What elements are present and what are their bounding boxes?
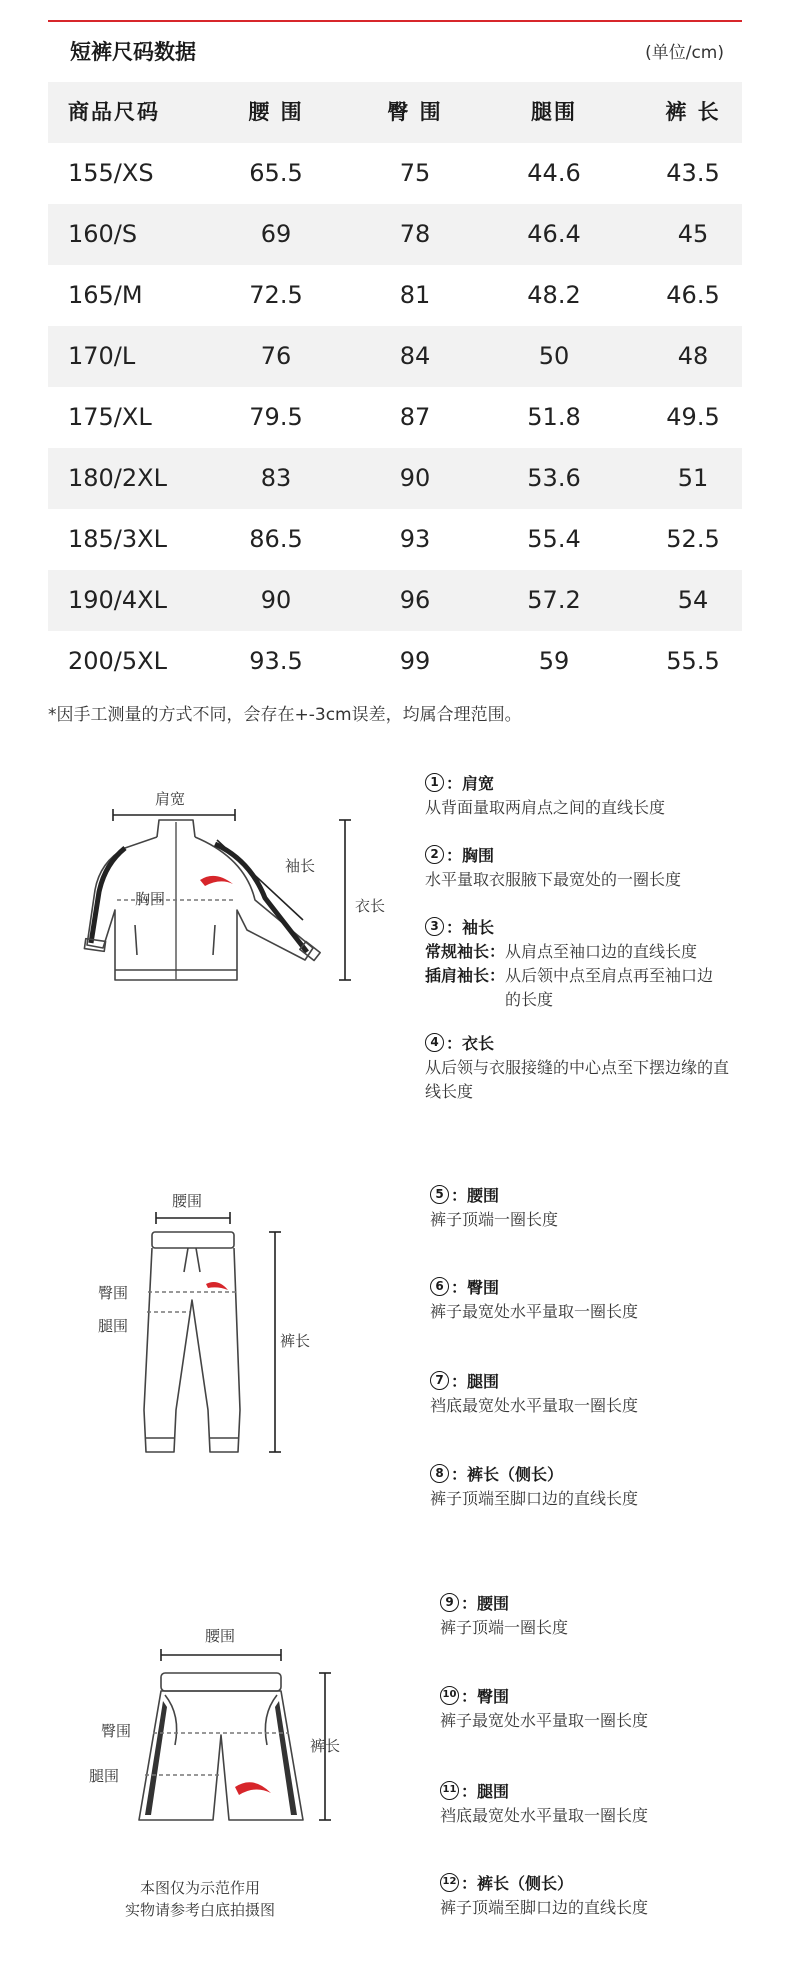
table-row xyxy=(48,204,742,265)
table-row xyxy=(48,509,742,570)
desc-text: 从后领中点至肩点再至袖口边的长度 xyxy=(505,966,714,1009)
table-row xyxy=(48,265,742,326)
number-badge: 8 xyxy=(430,1464,449,1483)
desc-title: 裤长（侧长） xyxy=(477,1873,574,1893)
pants-waist-label: 腰围 xyxy=(172,1192,203,1210)
table-cell: 83 xyxy=(260,464,292,492)
number-badge: 4 xyxy=(425,1033,444,1052)
table-cell: 49.5 xyxy=(666,403,720,431)
pants-desc-7: 7 ： 腿围 裆底最宽处水平量取一圈长度 xyxy=(430,1368,750,1418)
shorts-diagram xyxy=(85,1615,345,1845)
pants-thigh-label: 腿围 xyxy=(98,1317,129,1335)
table-cell: 86.5 xyxy=(249,525,303,553)
shorts-hip-label: 臀围 xyxy=(101,1722,132,1740)
unit-label: (单位/cm) xyxy=(645,43,724,63)
table-cell: 81 xyxy=(399,281,431,309)
table-cell: 48.2 xyxy=(527,281,581,309)
table-row xyxy=(48,387,742,448)
table-cell: 90 xyxy=(399,464,431,492)
caption-line-1: 本图仅为示范作用 xyxy=(139,1879,260,1897)
pants-length-label: 裤长 xyxy=(280,1332,311,1350)
header-cell-length: 裤 长 xyxy=(665,100,721,124)
pants-hip-label: 臀围 xyxy=(98,1284,129,1302)
table-cell: 55.5 xyxy=(666,647,720,675)
table-header-bar xyxy=(48,22,742,82)
header-cell-hip: 臀 围 xyxy=(387,100,443,124)
table-cell: 45 xyxy=(677,220,709,248)
number-badge: 1 xyxy=(425,773,444,792)
jacket-diagram xyxy=(55,780,415,1010)
table-title: 短裤尺码数据 xyxy=(70,40,196,64)
shorts-waist-label: 腰围 xyxy=(205,1627,236,1645)
table-cell: 79.5 xyxy=(249,403,303,431)
pants-diagram xyxy=(90,1190,330,1470)
number-badge: 5 xyxy=(430,1185,449,1204)
desc-text: 裤子顶端至脚口边的直线长度 xyxy=(430,1489,639,1508)
desc-text: 裆底最宽处水平量取一圈长度 xyxy=(430,1396,639,1415)
table-cell: 50 xyxy=(538,342,570,370)
table-cell: 190/4XL xyxy=(68,586,167,614)
table-cell: 43.5 xyxy=(666,159,720,187)
table-row xyxy=(48,326,742,387)
desc-title: 袖长 xyxy=(462,917,495,937)
desc-text: 从肩点至袖口边的直线长度 xyxy=(505,942,698,961)
jacket-desc-2: 2 ： 胸围 水平量取衣服腋下最宽处的一圈长度 xyxy=(425,842,745,892)
number-badge: 6 xyxy=(430,1277,449,1296)
table-cell: 69 xyxy=(260,220,292,248)
shorts-thigh-label: 腿围 xyxy=(89,1767,120,1785)
table-cell: 55.4 xyxy=(527,525,581,553)
table-cell: 76 xyxy=(260,342,292,370)
header-cell-size: 商品尺码 xyxy=(68,100,160,124)
jacket-length-label: 衣长 xyxy=(355,897,386,915)
shorts-desc-9: 9 ： 腰围 裤子顶端一圈长度 xyxy=(440,1590,760,1640)
table-cell: 51 xyxy=(677,464,709,492)
jacket-sleeve-label: 袖长 xyxy=(285,857,316,875)
number-badge: 10 xyxy=(440,1686,459,1705)
jacket-chest-label: 胸围 xyxy=(135,890,166,908)
table-cell: 46.5 xyxy=(666,281,720,309)
pants-desc-5: 5 ： 腰围 裤子顶端一圈长度 xyxy=(430,1182,750,1232)
desc-text: 裤子最宽处水平量取一圈长度 xyxy=(440,1711,649,1730)
table-cell: 57.2 xyxy=(527,586,581,614)
table-cell: 52.5 xyxy=(666,525,720,553)
table-cell: 59 xyxy=(538,647,570,675)
desc-text: 裤子顶端至脚口边的直线长度 xyxy=(440,1898,649,1917)
caption-line-2: 实物请参考白底拍摄图 xyxy=(124,1901,275,1919)
header-cell-waist: 腰 围 xyxy=(248,100,304,124)
number-badge: 3 xyxy=(425,917,444,936)
desc-title: 胸围 xyxy=(462,845,495,865)
table-row xyxy=(48,631,742,692)
table-row xyxy=(48,143,742,204)
table-cell: 65.5 xyxy=(249,159,303,187)
desc-key: 插肩袖长： xyxy=(425,966,506,985)
table-cell: 170/L xyxy=(68,342,136,370)
table-cell: 99 xyxy=(399,647,431,675)
table-cell: 54 xyxy=(677,586,709,614)
number-badge: 11 xyxy=(440,1781,459,1800)
table-cell: 90 xyxy=(260,586,292,614)
shorts-desc-10: 10 ： 臀围 裤子最宽处水平量取一圈长度 xyxy=(440,1683,760,1733)
table-cell: 53.6 xyxy=(527,464,581,492)
desc-text: 从背面量取两肩点之间的直线长度 xyxy=(425,798,666,817)
desc-title: 肩宽 xyxy=(462,773,495,793)
desc-text: 裆底最宽处水平量取一圈长度 xyxy=(440,1806,649,1825)
desc-title: 腰围 xyxy=(477,1593,510,1613)
table-cell: 46.4 xyxy=(527,220,581,248)
number-badge: 12 xyxy=(440,1873,459,1892)
desc-text: 裤子顶端一圈长度 xyxy=(430,1210,559,1229)
desc-text: 从后领与衣服接缝的中心点至下摆边缘的直线长度 xyxy=(425,1058,730,1101)
illustration-caption xyxy=(100,1877,300,1921)
desc-text: 裤子最宽处水平量取一圈长度 xyxy=(430,1302,639,1321)
shorts-desc-11: 11 ： 腿围 裆底最宽处水平量取一圈长度 xyxy=(440,1778,760,1828)
desc-title: 腰围 xyxy=(467,1185,500,1205)
size-table xyxy=(48,82,742,692)
desc-key: 常规袖长： xyxy=(425,942,506,961)
desc-title: 腿围 xyxy=(477,1781,510,1801)
jacket-desc-1: 1 ： 肩宽 从背面量取两肩点之间的直线长度 xyxy=(425,770,745,820)
pants-desc-8: 8 ： 裤长（侧长） 裤子顶端至脚口边的直线长度 xyxy=(430,1461,750,1511)
table-cell: 48 xyxy=(677,342,709,370)
desc-title: 衣长 xyxy=(462,1033,495,1053)
table-cell: 75 xyxy=(399,159,431,187)
table-cell: 84 xyxy=(399,342,431,370)
table-row xyxy=(48,570,742,631)
table-cell: 185/3XL xyxy=(68,525,167,553)
table-cell: 200/5XL xyxy=(68,647,167,675)
table-cell: 180/2XL xyxy=(68,464,167,492)
jacket-shoulder-label: 肩宽 xyxy=(155,790,186,808)
number-badge: 7 xyxy=(430,1371,449,1390)
table-cell: 78 xyxy=(399,220,431,248)
desc-text: 水平量取衣服腋下最宽处的一圈长度 xyxy=(425,870,682,889)
pants-desc-6: 6 ： 臀围 裤子最宽处水平量取一圈长度 xyxy=(430,1274,750,1324)
table-cell: 160/S xyxy=(68,220,138,248)
desc-title: 腿围 xyxy=(467,1371,500,1391)
table-row xyxy=(48,448,742,509)
table-cell: 93.5 xyxy=(249,647,303,675)
header-cell-thigh: 腿围 xyxy=(531,100,577,124)
table-cell: 175/XL xyxy=(68,403,152,431)
table-cell: 87 xyxy=(399,403,431,431)
desc-text: 裤子顶端一圈长度 xyxy=(440,1618,569,1637)
number-badge: 2 xyxy=(425,845,444,864)
table-cell: 96 xyxy=(399,586,431,614)
table-cell: 72.5 xyxy=(249,281,303,309)
table-header-row xyxy=(48,82,742,143)
desc-title: 臀围 xyxy=(467,1277,500,1297)
measurement-note: *因手工测量的方式不同，会存在+-3cm误差，均属合理范围。 xyxy=(48,705,522,725)
table-cell: 51.8 xyxy=(527,403,581,431)
desc-title: 臀围 xyxy=(477,1686,510,1706)
shorts-length-label-visible: 裤长 xyxy=(310,1737,341,1755)
table-cell: 44.6 xyxy=(527,159,581,187)
jacket-desc-4: 4 ： 衣长 从后领与衣服接缝的中心点至下摆边缘的直线长度 xyxy=(425,1030,745,1104)
table-cell: 165/M xyxy=(68,281,143,309)
jacket-desc-3: 3 ： 袖长 常规袖长： 从肩点至袖口边的直线长度 插肩袖长： 从后领中点至肩点再至袖口边的长度 xyxy=(425,914,745,1012)
shorts-desc-12: 12 ： 裤长（侧长） 裤子顶端至脚口边的直线长度 xyxy=(440,1870,760,1920)
number-badge: 9 xyxy=(440,1593,459,1612)
table-cell: 155/XS xyxy=(68,159,154,187)
desc-title: 裤长（侧长） xyxy=(467,1464,564,1484)
table-cell: 93 xyxy=(399,525,431,553)
